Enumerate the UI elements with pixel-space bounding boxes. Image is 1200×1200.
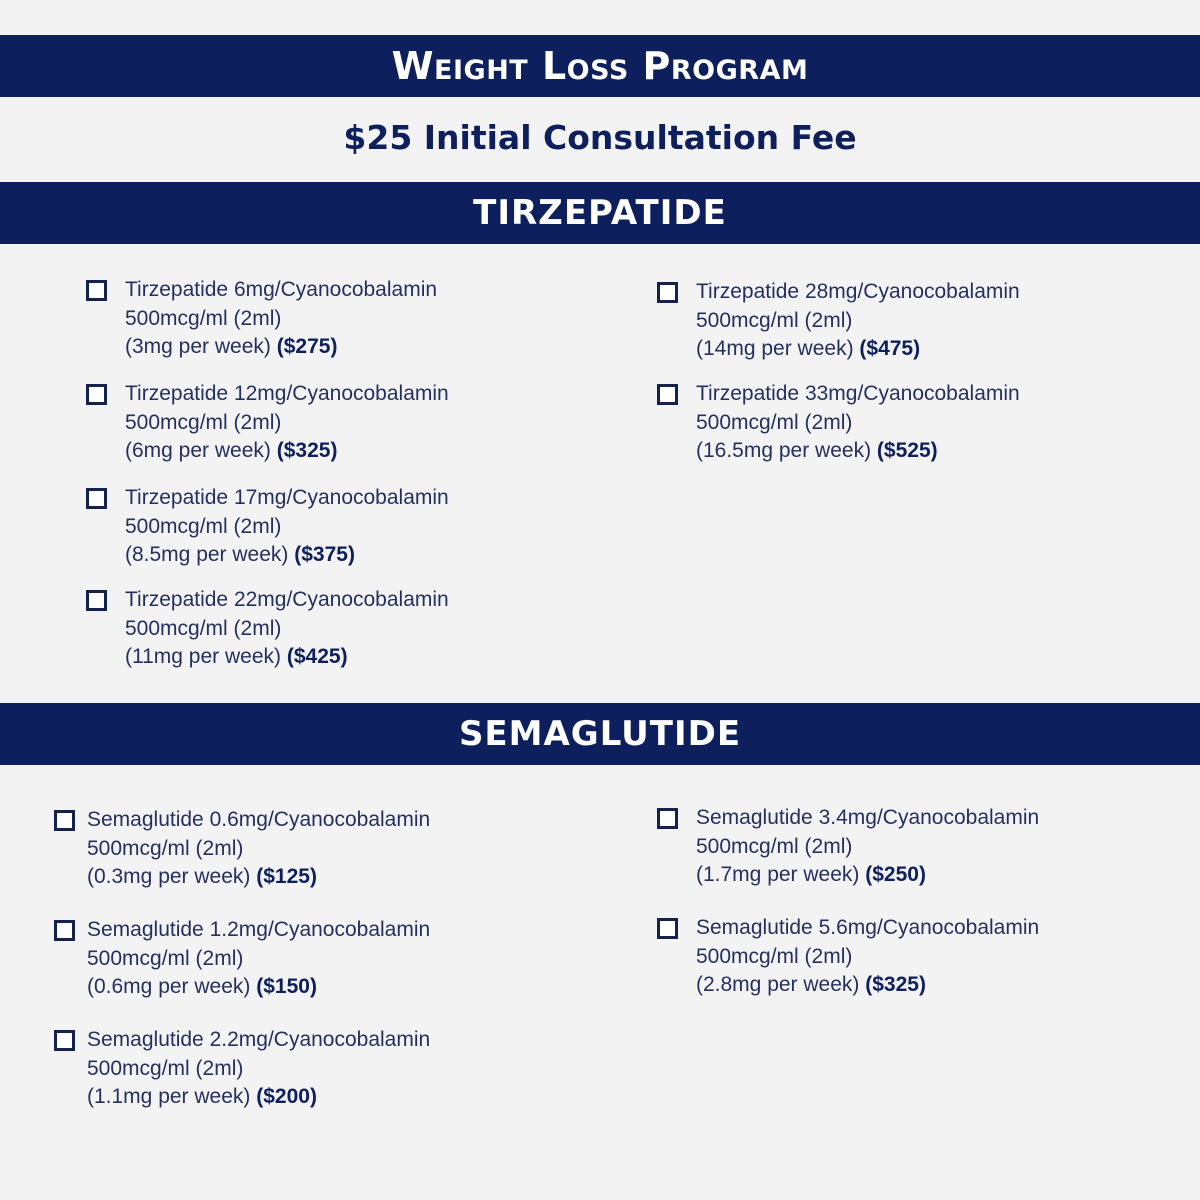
option-name: Tirzepatide 6mg/Cyanocobalamin (125, 278, 438, 301)
program-title-banner (0, 35, 1200, 97)
checkbox-icon[interactable] (54, 810, 75, 831)
option-name: Semaglutide 2.2mg/Cyanocobalamin (87, 1028, 431, 1051)
tirzepatide-option-6mg[interactable] (86, 276, 437, 362)
tirzepatide-option-28mg[interactable] (657, 278, 1020, 364)
option-dose: (14mg per week) (696, 337, 854, 360)
option-price: ($125) (256, 865, 317, 888)
checkbox-icon[interactable] (54, 1030, 75, 1051)
option-dose: (16.5mg per week) (696, 439, 872, 462)
tirzepatide-option-33mg[interactable] (657, 380, 1020, 466)
checkbox-icon[interactable] (86, 590, 107, 611)
tirzepatide-section-header (0, 182, 1200, 244)
option-price: ($425) (286, 645, 348, 668)
semaglutide-option-0-6mg[interactable] (54, 806, 430, 892)
checkbox-icon[interactable] (54, 920, 75, 941)
semaglutide-option-5-6mg[interactable] (657, 914, 1039, 1000)
checkbox-icon[interactable] (86, 384, 107, 405)
option-dose: (2.8mg per week) (696, 973, 860, 996)
checkbox-icon[interactable] (86, 488, 107, 509)
checkbox-icon[interactable] (657, 384, 678, 405)
option-concentration: 500mcg/ml (2ml) (696, 834, 853, 858)
consultation-fee: $25 Initial Consultation Fee (343, 118, 857, 157)
program-title: Weight Loss Program (391, 44, 809, 88)
option-dose: (8.5mg per week) (125, 543, 289, 566)
option-dose: (0.3mg per week) (87, 865, 251, 888)
option-concentration: 500mcg/ml (2ml) (125, 616, 282, 640)
option-concentration: 500mcg/ml (2ml) (125, 410, 282, 434)
option-name: Tirzepatide 22mg/Cyanocobalamin (125, 588, 449, 611)
semaglutide-option-2-2mg[interactable] (54, 1026, 430, 1112)
option-dose: (11mg per week) (125, 645, 282, 668)
option-concentration: 500mcg/ml (2ml) (125, 514, 282, 538)
option-dose: (0.6mg per week) (87, 975, 251, 998)
option-price: ($275) (276, 335, 338, 358)
option-price: ($150) (256, 975, 317, 998)
option-concentration: 500mcg/ml (2ml) (696, 308, 853, 332)
option-price: ($475) (859, 337, 921, 360)
semaglutide-heading: SEMAGLUTIDE (458, 714, 742, 754)
option-concentration: 500mcg/ml (2ml) (87, 836, 244, 860)
option-name: Tirzepatide 17mg/Cyanocobalamin (125, 486, 449, 509)
option-dose: (1.1mg per week) (87, 1085, 251, 1108)
option-dose: (1.7mg per week) (696, 863, 860, 886)
tirzepatide-option-22mg[interactable] (86, 586, 449, 672)
option-name: Tirzepatide 28mg/Cyanocobalamin (696, 280, 1020, 303)
option-concentration: 500mcg/ml (2ml) (696, 410, 853, 434)
tirzepatide-heading: TIRZEPATIDE (473, 193, 727, 233)
checkbox-icon[interactable] (657, 282, 678, 303)
semaglutide-option-3-4mg[interactable] (657, 804, 1039, 890)
checkbox-icon[interactable] (657, 918, 678, 939)
checkbox-icon[interactable] (86, 280, 107, 301)
option-dose: (3mg per week) (125, 335, 271, 358)
tirzepatide-option-12mg[interactable] (86, 380, 449, 466)
option-name: Semaglutide 5.6mg/Cyanocobalamin (696, 916, 1040, 939)
option-concentration: 500mcg/ml (2ml) (87, 946, 244, 970)
option-price: ($200) (256, 1085, 317, 1108)
option-name: Tirzepatide 12mg/Cyanocobalamin (125, 382, 449, 405)
option-name: Semaglutide 3.4mg/Cyanocobalamin (696, 806, 1040, 829)
option-price: ($250) (865, 863, 926, 886)
option-price: ($525) (876, 439, 938, 462)
semaglutide-section-header (0, 703, 1200, 765)
option-price: ($375) (294, 543, 355, 566)
option-price: ($325) (276, 439, 338, 462)
semaglutide-option-1-2mg[interactable] (54, 916, 430, 1002)
option-dose: (6mg per week) (125, 439, 271, 462)
tirzepatide-option-17mg[interactable] (86, 484, 449, 570)
option-name: Tirzepatide 33mg/Cyanocobalamin (696, 382, 1020, 405)
option-concentration: 500mcg/ml (2ml) (696, 944, 853, 968)
option-name: Semaglutide 0.6mg/Cyanocobalamin (87, 808, 431, 831)
option-concentration: 500mcg/ml (2ml) (87, 1056, 244, 1080)
checkbox-icon[interactable] (657, 808, 678, 829)
option-name: Semaglutide 1.2mg/Cyanocobalamin (87, 918, 431, 941)
option-concentration: 500mcg/ml (2ml) (125, 306, 282, 330)
option-price: ($325) (865, 973, 926, 996)
